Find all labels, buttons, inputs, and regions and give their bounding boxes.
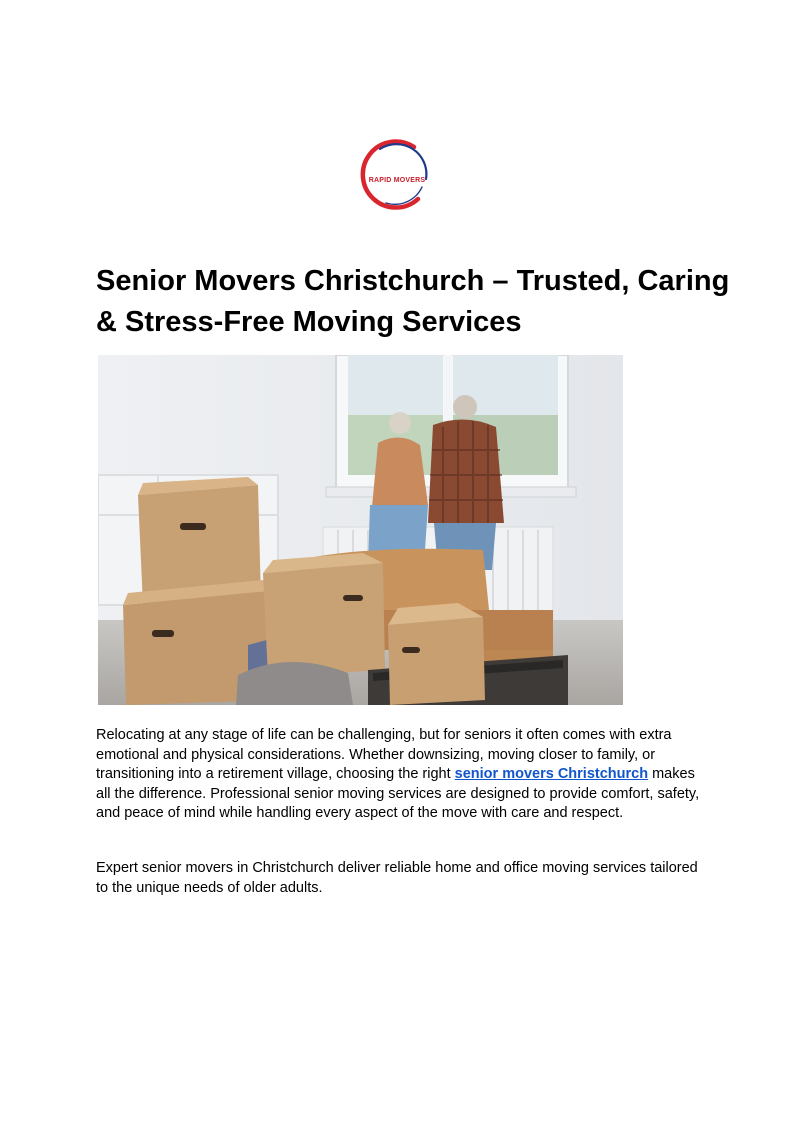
- page-title: Senior Movers Christchurch – Trusted, Caring & Stress-Free Moving Services: [96, 265, 730, 338]
- moving-scene-image: [98, 355, 623, 705]
- logo: [358, 137, 436, 211]
- intro-text-before: Relocating at any stage of life can be challenging, but for seniors it often comes with extra emotional and physical considerations. Whether downsizing, moving closer to family, or transitioning into a retirement village, choosing the right: [96, 727, 672, 783]
- intro-text-after: makes all the difference. Professional senior moving services are designed to provide comfort, safety, and peace of mind while handling every aspect of the move with care and respect.: [96, 766, 700, 822]
- second-paragraph: Expert senior movers in Christchurch deliver reliable home and office moving services tailored to the unique needs of older adults.: [96, 860, 698, 896]
- hero-image: [98, 355, 623, 705]
- senior-movers-link[interactable]: senior movers Christchurch: [454, 766, 649, 783]
- logo-ring-icon: [358, 137, 436, 211]
- intro-paragraph: [96, 726, 701, 824]
- logo-text: RAPID MOVERS: [368, 177, 426, 184]
